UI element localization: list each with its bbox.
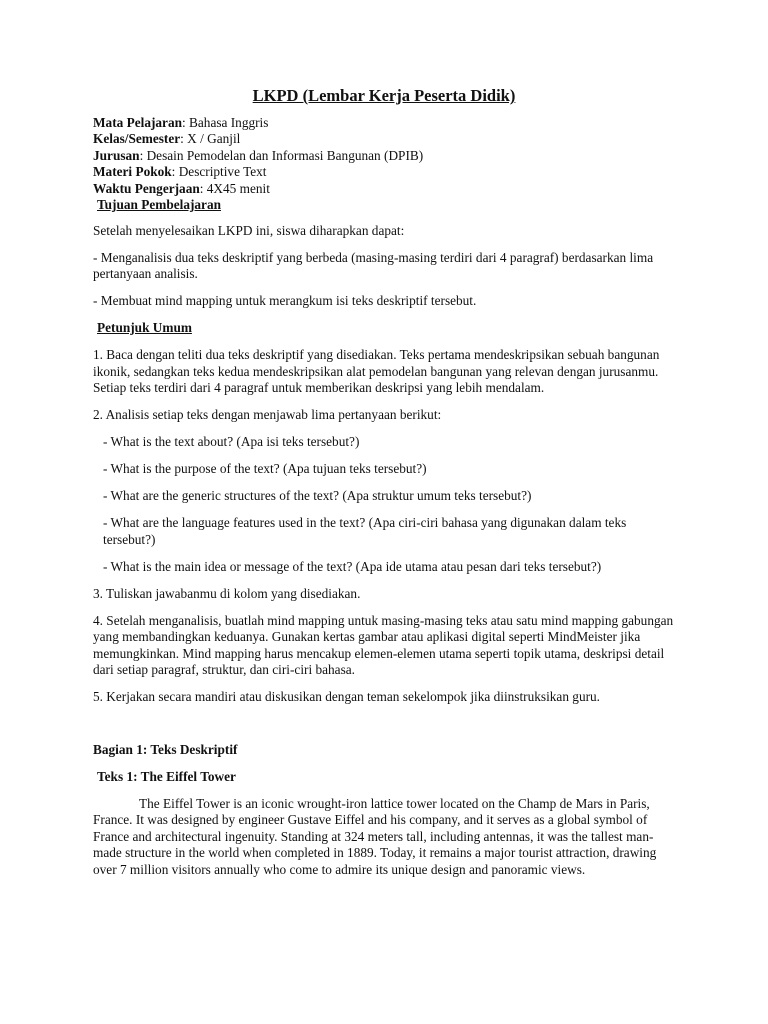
analysis-question: - What are the generic structures of the text? (Apa struktur umum teks tersebut?) — [103, 488, 532, 503]
meta-label: Waktu Pengerjaan — [93, 180, 200, 196]
teks1-heading: Teks 1: The Eiffel Tower — [97, 768, 236, 784]
meta-label: Jurusan — [93, 147, 140, 163]
bagian-heading: Bagian 1: Teks Deskriptif — [93, 741, 238, 757]
meta-label: Mata Pelajaran — [93, 114, 182, 130]
meta-row-kelas-semester — [93, 131, 675, 148]
meta-value: : Desain Pemodelan dan Informasi Bangunan (DPIB) — [139, 147, 424, 163]
meta-row-mata-pelajaran — [93, 115, 675, 132]
meta-value: : 4X45 menit — [199, 180, 270, 196]
tujuan-item: - Membuat mind mapping untuk merangkum isi teks deskriptif tersebut. — [93, 293, 477, 308]
petunjuk-heading: Petunjuk Umum — [97, 320, 192, 335]
analysis-question: - What is the purpose of the text? (Apa tujuan teks tersebut?) — [103, 461, 427, 476]
meta-row-materi-pokok — [93, 164, 675, 181]
tujuan-intro: Setelah menyelesaikan LKPD ini, siswa diharapkan dapat: — [93, 222, 405, 238]
teks1-paragraph: The Eiffel Tower is an iconic wrought-iron lattice tower located on the Champ de Mars in Paris, France. It was designed by engineer Gustave Eiffel and his company, and it serves as a global symbol of France and architectural ingenuity. Standing at 324 meters tall, including antennas, it was the tallest man-made structure in the world when completed in 1889. Today, it remains a major tourist attraction, drawing over 7 million visitors annually who come to admire its unique design and panoramic views. — [93, 795, 657, 877]
petunjuk-step-5: 5. Kerjakan secara mandiri atau diskusikan dengan teman sekelompok jika diinstruksikan guru. — [93, 689, 600, 704]
meta-value: : Bahasa Inggris — [182, 114, 269, 130]
meta-label: Materi Pokok — [93, 164, 172, 179]
meta-value: : X / Ganjil — [180, 131, 241, 146]
tujuan-item: - Menganalisis dua teks deskriptif yang berbeda (masing-masing terdiri dari 4 paragraf) berdasarkan lima pertanyaan analisis. — [93, 249, 654, 281]
document-content — [93, 88, 675, 878]
document-title: LKPD (Lembar Kerja Peserta Didik) — [252, 86, 516, 105]
analysis-question: - What are the language features used in the text? (Apa ciri-ciri bahasa yang digunakan dalam teks tersebut?) — [103, 515, 627, 547]
analysis-question: - What is the text about? (Apa isi teks tersebut?) — [103, 434, 360, 449]
meta-block — [93, 115, 675, 198]
meta-row-jurusan — [93, 148, 675, 165]
petunjuk-step-3: 3. Tuliskan jawabanmu di kolom yang disediakan. — [93, 585, 361, 601]
meta-label: Kelas/Semester — [93, 131, 181, 146]
meta-value: : Descriptive Text — [171, 164, 267, 179]
petunjuk-step-4: 4. Setelah menganalisis, buatlah mind mapping untuk masing-masing teks atau satu mind mapping gabungan yang membandingkan keduanya. Gunakan kertas gambar atau aplikasi digital seperti MindMeister jika memungkinkan. Mind mapping harus mencakup elemen-elemen utama seperti topik utama, deskripsi detail dari setiap paragraf, struktur, dan ciri-ciri bahasa. — [93, 612, 674, 677]
petunjuk-step-1: 1. Baca dengan teliti dua teks deskriptif yang disediakan. Teks pertama mendeskripsikan sebuah bangunan ikonik, sedangkan teks kedua mendeskripsikan alat pemodelan bangunan yang relevan dengan jurusanmu. Setiap teks terdiri dari 4 paragraf untuk memberikan deskripsi yang lebih mendalam. — [93, 347, 660, 395]
tujuan-heading: Tujuan Pembelajaran — [97, 197, 221, 212]
petunjuk-step-2: 2. Analisis setiap teks dengan menjawab lima pertanyaan berikut: — [93, 407, 442, 422]
meta-row-waktu-pengerjaan — [93, 181, 675, 198]
analysis-question: - What is the main idea or message of the text? (Apa ide utama atau pesan dari teks tersebut?) — [103, 558, 602, 574]
